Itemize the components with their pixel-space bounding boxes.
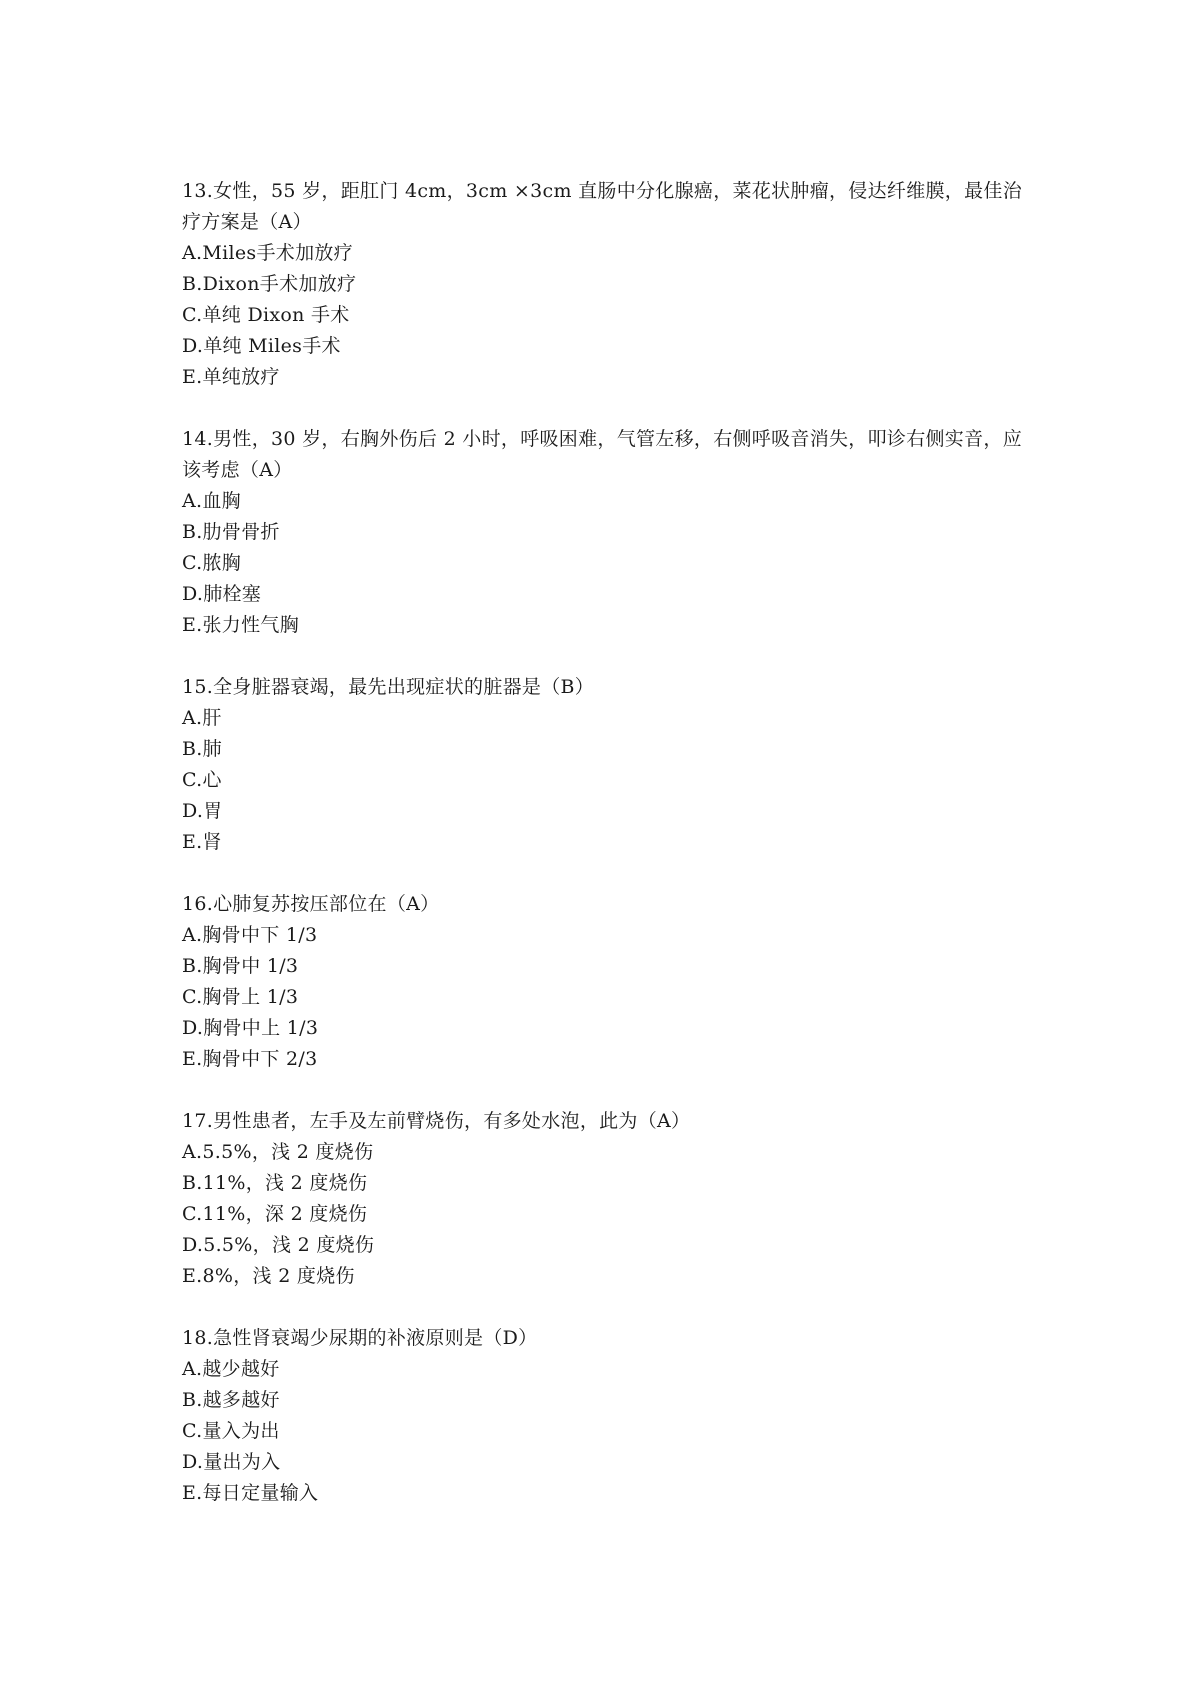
option-a: A.5.5%，浅 2 度烧伤 (182, 1141, 374, 1163)
option-e: E.单纯放疗 (182, 366, 280, 388)
option-b: B.11%，浅 2 度烧伤 (182, 1172, 368, 1194)
option-e: E.胸骨中下 2/3 (182, 1048, 318, 1070)
question-16 (182, 889, 1022, 1075)
option-c: C.单纯 Dixon 手术 (182, 304, 350, 326)
option-c: C.量入为出 (182, 1420, 280, 1442)
question-stem: 14.男性，30 岁，右胸外伤后 2 小时，呼吸困难，气管左移，右侧呼吸音消失，叩诊右侧实音，应该考虑（A） (182, 428, 1023, 481)
option-c: C.心 (182, 769, 222, 791)
option-c: C.脓胸 (182, 552, 242, 574)
option-a: A.肝 (182, 707, 222, 729)
option-e: E.张力性气胸 (182, 614, 300, 636)
question-17 (182, 1106, 1022, 1292)
option-b: B.越多越好 (182, 1389, 280, 1411)
option-a: A.胸骨中下 1/3 (182, 924, 318, 946)
option-d: D.胸骨中上 1/3 (182, 1017, 319, 1039)
option-b: B.肺 (182, 738, 222, 760)
option-a: A.血胸 (182, 490, 241, 512)
question-stem: 18.急性肾衰竭少尿期的补液原则是（D） (182, 1327, 538, 1349)
question-stem: 15.全身脏器衰竭，最先出现症状的脏器是（B） (182, 676, 595, 698)
question-14 (182, 424, 1022, 641)
question-stem: 17.男性患者，左手及左前臂烧伤，有多处水泡，此为（A） (182, 1110, 691, 1132)
question-15 (182, 672, 1022, 858)
option-c: C.胸骨上 1/3 (182, 986, 299, 1008)
option-b: B.肋骨骨折 (182, 521, 280, 543)
option-d: D.肺栓塞 (182, 583, 262, 605)
option-e: E.8%，浅 2 度烧伤 (182, 1265, 355, 1287)
document-page (182, 176, 1022, 1540)
option-a: A.越少越好 (182, 1358, 280, 1380)
option-c: C.11%，深 2 度烧伤 (182, 1203, 368, 1225)
option-d: D.单纯 Miles手术 (182, 335, 341, 357)
option-b: B.胸骨中 1/3 (182, 955, 299, 977)
option-b: B.Dixon手术加放疗 (182, 273, 357, 295)
option-a: A.Miles手术加放疗 (182, 242, 353, 264)
question-18 (182, 1323, 1022, 1509)
option-d: D.5.5%，浅 2 度烧伤 (182, 1234, 375, 1256)
option-e: E.每日定量输入 (182, 1482, 319, 1504)
question-13 (182, 176, 1022, 393)
option-d: D.胃 (182, 800, 223, 822)
question-stem: 13.女性，55 岁，距肛门 4cm，3cm ×3cm 直肠中分化腺癌，菜花状肿瘤，侵达纤维膜，最佳治疗方案是（A） (182, 180, 1023, 233)
option-d: D.量出为入 (182, 1451, 281, 1473)
option-e: E.肾 (182, 831, 222, 853)
question-stem: 16.心肺复苏按压部位在（A） (182, 893, 440, 915)
